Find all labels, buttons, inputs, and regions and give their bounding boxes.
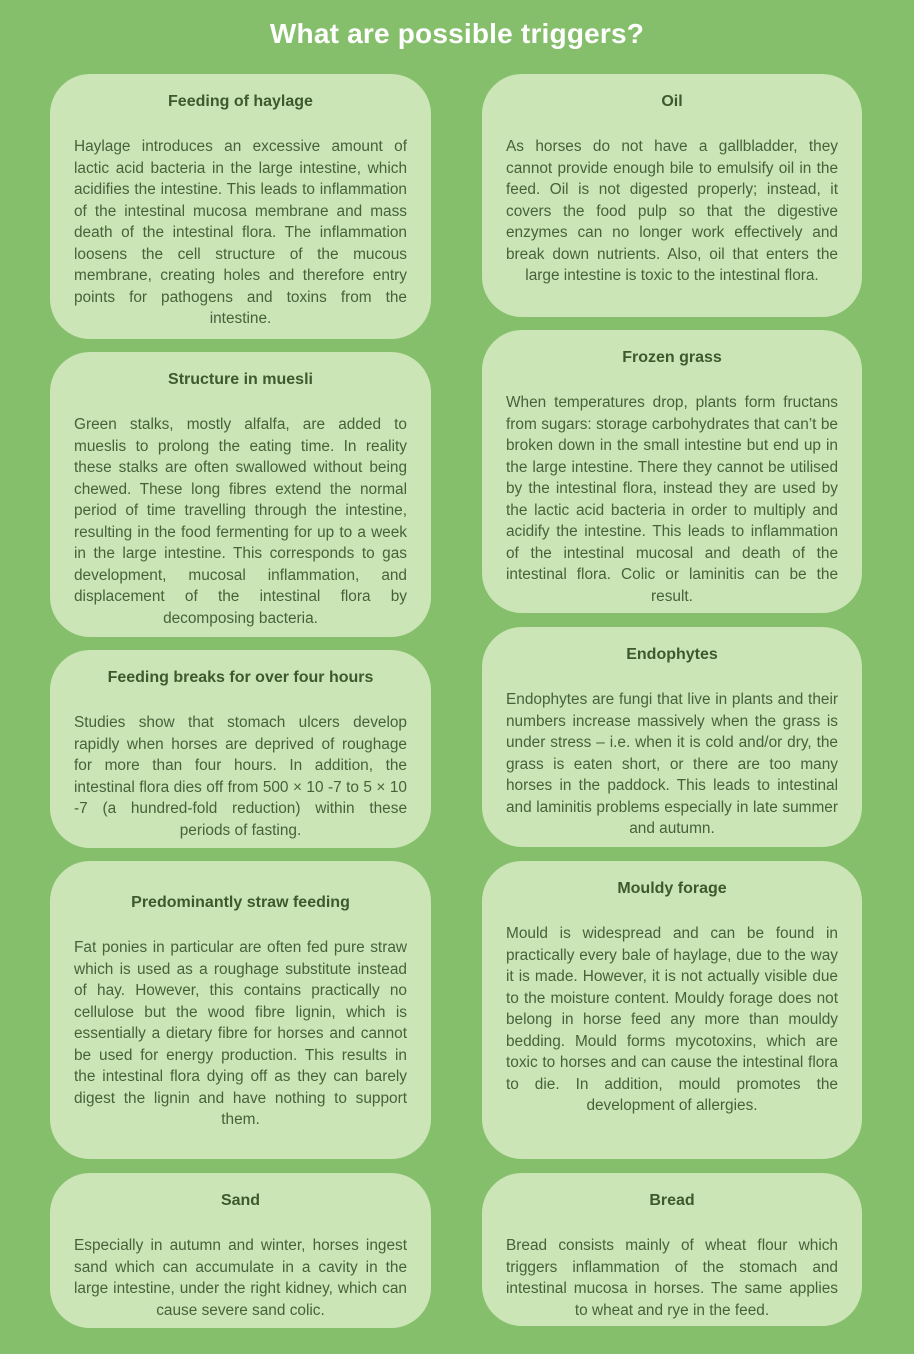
card-body: Bread consists mainly of wheat flour which triggers inflammation of the stomach and intestinal mucosa in horses. The same applies to wheat and rye in the feed. — [506, 1237, 838, 1319]
card-body: Haylage introduces an excessive amount of lactic acid bacteria in the large intestine, which acidifies the intestine. This leads to inflammation of the intestinal mucosa membrane and mass death of the intestinal flora. The inflammation loosens the cell structure of the mucous membrane, creating holes and therefore entry points for pathogens and toxins from the intestine. — [74, 138, 407, 327]
card-body: Studies show that stomach ulcers develop rapidly when horses are deprived of roughage for more than four hours. In addition, the intestinal flora dies off from 500 × 10 -7 to 5 × 10 -7 (a hundred-fold reduction) within these periods of fasting. — [74, 714, 407, 839]
card-title: Mouldy forage — [617, 880, 727, 897]
card-title: Bread — [649, 1192, 695, 1209]
card-body: As horses do not have a gallbladder, they cannot provide enough bile to emulsify oil in the feed. Oil is not digested properly; instead, it covers the food pulp so that the digestive enzymes can no longer work effectively and break down nutrients. Also, oil that enters the large intestine is toxic to the intestinal flora. — [506, 138, 838, 284]
card-body: Green stalks, mostly alfalfa, are added to mueslis to prolong the eating time. In reality these stalks are often swallowed without being chewed. These long fibres extend the normal period of time travelling through the intestine, resulting in the food fermenting for up to a week in the large intestine. This corresponds to gas development, mucosal inflammation, and displacement of the intestinal flora by decomposing bacteria. — [74, 416, 407, 627]
card-structure-in-muesli — [50, 352, 431, 637]
card-title: Sand — [220, 1192, 261, 1209]
card-body: When temperatures drop, plants form fructans from sugars: storage carbohydrates that can’t be broken down in the small intestine but end up in the large intestine. There they cannot be utilised by the intestinal flora, instead they are used by the lactic acid bacteria in order to multiply and acidify the intestine. This leads to inflammation of the intestinal mucosal and death of the intestinal flora. Colic or laminitis can be the result. — [506, 394, 838, 605]
card-mouldy-forage — [482, 861, 862, 1159]
card-body: Fat ponies in particular are often fed pure straw which is used as a roughage substitute instead of hay. However, this contains practically no cellulose but the wood fibre lignin, which is essentially a dietary fibre for horses and cannot be used for energy production. This results in the intestinal flora dying off as they can barely digest the lignin and have nothing to support them. — [74, 939, 407, 1128]
card-body: Especially in autumn and winter, horses ingest sand which can accumulate in a cavity in the large intestine, under the right kidney, which can cause severe sand colic. — [74, 1237, 407, 1319]
card-body: Mould is widespread and can be found in practically every bale of haylage, due to the way it is made. However, it is not actually visible due to the moisture content. Mouldy forage does not belong in horse feed any more than mouldy bedding. Mould forms mycotoxins, which are toxic to horses and can cause the intestinal flora to die. In addition, mould promotes the development of allergies. — [506, 925, 838, 1114]
card-title: Structure in muesli — [168, 371, 313, 388]
card-frozen-grass — [482, 330, 862, 613]
card-feeding-of-haylage — [50, 74, 431, 339]
card-title: Predominantly straw feeding — [131, 894, 350, 911]
card-title: Feeding breaks for over four hours — [107, 669, 374, 686]
card-bread — [482, 1173, 862, 1326]
card-endophytes — [482, 627, 862, 847]
card-title: Frozen grass — [622, 349, 722, 366]
card-feeding-breaks — [50, 650, 431, 848]
card-predominantly-straw-feeding — [50, 861, 431, 1159]
page-title: What are possible triggers? — [269, 18, 645, 49]
card-sand — [50, 1173, 431, 1328]
card-title: Oil — [661, 93, 683, 110]
card-body: Endophytes are fungi that live in plants and their numbers increase massively when the grass is under stress – i.e. when it is cold and/or dry, the grass is eaten short, or there are too many horses in the paddock. This leads to intestinal and laminitis problems especially in late summer and autumn. — [506, 691, 838, 837]
card-title: Feeding of haylage — [168, 93, 313, 110]
card-oil — [482, 74, 862, 317]
card-title: Endophytes — [626, 646, 718, 663]
